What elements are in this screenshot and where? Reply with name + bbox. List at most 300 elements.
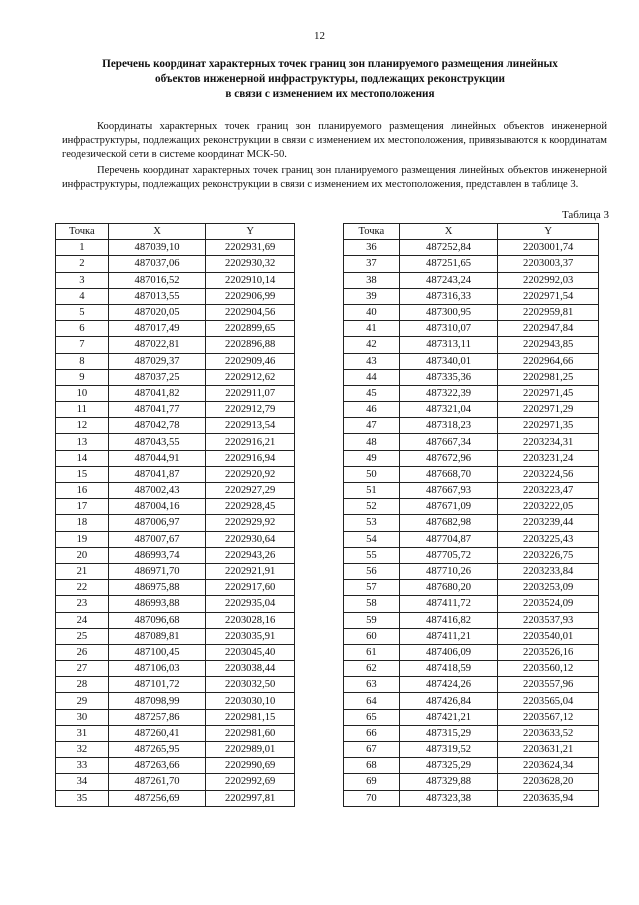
cell-x: 487002,43 (108, 483, 206, 499)
cell-y: 2202992,03 (498, 272, 599, 288)
cell-x: 487016,52 (108, 272, 206, 288)
cell-point: 57 (344, 580, 400, 596)
cell-x: 487098,99 (108, 693, 206, 709)
cell-point: 60 (344, 628, 400, 644)
cell-point: 23 (56, 596, 109, 612)
cell-y: 2202916,21 (206, 434, 295, 450)
cell-point: 64 (344, 693, 400, 709)
table-row (56, 774, 295, 790)
cell-point: 2 (56, 256, 109, 272)
cell-x: 487043,55 (108, 434, 206, 450)
cell-y: 2202935,04 (206, 596, 295, 612)
cell-y: 2203233,84 (498, 563, 599, 579)
cell-x: 487089,81 (108, 628, 206, 644)
table-row (344, 644, 599, 660)
cell-x: 487329,88 (399, 774, 498, 790)
cell-point: 9 (56, 369, 109, 385)
cell-x: 487041,87 (108, 466, 206, 482)
cell-y: 2203035,91 (206, 628, 295, 644)
cell-x: 487037,25 (108, 369, 206, 385)
table-row (56, 709, 295, 725)
cell-point: 31 (56, 725, 109, 741)
cell-y: 2202992,69 (206, 774, 295, 790)
table-row (56, 644, 295, 660)
table-row (56, 612, 295, 628)
cell-point: 70 (344, 790, 400, 806)
cell-point: 54 (344, 531, 400, 547)
table-caption: Таблица 3 (561, 209, 609, 221)
cell-x: 487321,04 (399, 402, 498, 418)
cell-x: 487705,72 (399, 547, 498, 563)
cell-point: 45 (344, 385, 400, 401)
cell-point: 46 (344, 402, 400, 418)
cell-point: 20 (56, 547, 109, 563)
table-row (344, 499, 599, 515)
cell-point: 59 (344, 612, 400, 628)
cell-point: 40 (344, 304, 400, 320)
table-row (344, 256, 599, 272)
table-row (56, 321, 295, 337)
cell-y: 2202931,69 (206, 240, 295, 256)
cell-y: 2202997,81 (206, 790, 295, 806)
cell-x: 487315,29 (399, 725, 498, 741)
cell-x: 487263,66 (108, 758, 206, 774)
table-row (56, 531, 295, 547)
cell-y: 2203635,94 (498, 790, 599, 806)
cell-y: 2202920,92 (206, 466, 295, 482)
cell-x: 487252,84 (399, 240, 498, 256)
table-row (344, 385, 599, 401)
table-row (344, 580, 599, 596)
cell-y: 2203038,44 (206, 661, 295, 677)
table-row (56, 369, 295, 385)
cell-point: 1 (56, 240, 109, 256)
header-x: X (399, 224, 498, 240)
cell-x: 487671,09 (399, 499, 498, 515)
cell-x: 487416,82 (399, 612, 498, 628)
cell-y: 2202971,35 (498, 418, 599, 434)
cell-y: 2203224,56 (498, 466, 599, 482)
table-row (344, 450, 599, 466)
cell-point: 34 (56, 774, 109, 790)
cell-x: 487682,98 (399, 515, 498, 531)
cell-x: 487041,82 (108, 385, 206, 401)
cell-y: 2202928,45 (206, 499, 295, 515)
table-row (56, 466, 295, 482)
cell-y: 2202971,54 (498, 288, 599, 304)
table-row (56, 240, 295, 256)
table-row (344, 596, 599, 612)
cell-point: 36 (344, 240, 400, 256)
table-row (56, 677, 295, 693)
cell-x: 487007,67 (108, 531, 206, 547)
cell-x: 487256,69 (108, 790, 206, 806)
cell-point: 5 (56, 304, 109, 320)
table-row (56, 337, 295, 353)
table-reference-paragraph: Перечень координат характерных точек границ зон планируемого размещения линейных объектов инженерной инфраструктуры, подлежащих реконструкции в связи с изменением их местоположения, представлен в таблице 3. (62, 165, 607, 191)
cell-y: 2203628,20 (498, 774, 599, 790)
cell-x: 487265,95 (108, 742, 206, 758)
cell-x: 487006,97 (108, 515, 206, 531)
table-row (344, 402, 599, 418)
cell-y: 2203565,04 (498, 693, 599, 709)
table-row (344, 742, 599, 758)
cell-y: 2203030,10 (206, 693, 295, 709)
table-row (56, 288, 295, 304)
cell-y: 2203537,93 (498, 612, 599, 628)
table-row (344, 288, 599, 304)
cell-x: 487316,33 (399, 288, 498, 304)
cell-x: 487013,55 (108, 288, 206, 304)
cell-x: 487039,10 (108, 240, 206, 256)
table-row (344, 531, 599, 547)
cell-point: 42 (344, 337, 400, 353)
cell-point: 68 (344, 758, 400, 774)
table-row (56, 693, 295, 709)
header-point: Точка (344, 224, 400, 240)
cell-x: 487318,23 (399, 418, 498, 434)
cell-y: 2203223,47 (498, 483, 599, 499)
cell-x: 487322,39 (399, 385, 498, 401)
cell-y: 2202912,79 (206, 402, 295, 418)
cell-x: 487044,91 (108, 450, 206, 466)
table-row (56, 450, 295, 466)
cell-x: 487325,29 (399, 758, 498, 774)
cell-point: 21 (56, 563, 109, 579)
cell-x: 487261,70 (108, 774, 206, 790)
cell-y: 2202909,46 (206, 353, 295, 369)
cell-y: 2203045,40 (206, 644, 295, 660)
cell-point: 56 (344, 563, 400, 579)
table-row (56, 402, 295, 418)
cell-point: 32 (56, 742, 109, 758)
cell-point: 48 (344, 434, 400, 450)
table-row (56, 661, 295, 677)
cell-y: 2203624,34 (498, 758, 599, 774)
cell-point: 18 (56, 515, 109, 531)
table-row (344, 790, 599, 806)
table-row (56, 596, 295, 612)
cell-x: 487310,07 (399, 321, 498, 337)
cell-x: 487106,03 (108, 661, 206, 677)
table-row (344, 612, 599, 628)
intro-paragraph: Координаты характерных точек границ зон планируемого размещения линейных объектов инженерной инфраструктуры, подлежащих реконструкции в связи с изменением их местоположения, привязываются к координатам геодезической сети в системе координат МСК-50. (62, 121, 607, 161)
table-row (344, 677, 599, 693)
table-row (56, 725, 295, 741)
cell-y: 2202911,07 (206, 385, 295, 401)
cell-y: 2203032,50 (206, 677, 295, 693)
cell-point: 22 (56, 580, 109, 596)
cell-point: 17 (56, 499, 109, 515)
cell-point: 16 (56, 483, 109, 499)
cell-y: 2202947,84 (498, 321, 599, 337)
cell-point: 58 (344, 596, 400, 612)
cell-x: 487340,01 (399, 353, 498, 369)
cell-x: 487424,26 (399, 677, 498, 693)
cell-x: 487667,93 (399, 483, 498, 499)
cell-y: 2202930,64 (206, 531, 295, 547)
cell-point: 35 (56, 790, 109, 806)
cell-point: 66 (344, 725, 400, 741)
cell-y: 2203226,75 (498, 547, 599, 563)
cell-point: 37 (344, 256, 400, 272)
cell-x: 487313,11 (399, 337, 498, 353)
cell-point: 11 (56, 402, 109, 418)
cell-y: 2203633,52 (498, 725, 599, 741)
table-row (344, 353, 599, 369)
table-row (56, 547, 295, 563)
table-row (56, 628, 295, 644)
cell-x: 487667,34 (399, 434, 498, 450)
cell-x: 487680,20 (399, 580, 498, 596)
table-row (344, 418, 599, 434)
table-row (344, 758, 599, 774)
cell-y: 2203253,09 (498, 580, 599, 596)
cell-y: 2203231,24 (498, 450, 599, 466)
cell-y: 2202943,85 (498, 337, 599, 353)
table-row (344, 434, 599, 450)
cell-point: 12 (56, 418, 109, 434)
cell-x: 487406,09 (399, 644, 498, 660)
cell-point: 24 (56, 612, 109, 628)
table-row (56, 434, 295, 450)
title-line: в связи с изменением их местоположения (225, 88, 435, 100)
cell-y: 2202910,14 (206, 272, 295, 288)
header-point: Точка (56, 224, 109, 240)
cell-x: 487260,41 (108, 725, 206, 741)
cell-point: 52 (344, 499, 400, 515)
table-row (56, 499, 295, 515)
table-body-right (344, 240, 599, 807)
cell-y: 2203567,12 (498, 709, 599, 725)
table-row (344, 337, 599, 353)
cell-y: 2203001,74 (498, 240, 599, 256)
table-row (344, 725, 599, 741)
table-row (344, 628, 599, 644)
coordinates-table-right (343, 223, 599, 807)
cell-x: 487300,95 (399, 304, 498, 320)
cell-point: 63 (344, 677, 400, 693)
cell-x: 487426,84 (399, 693, 498, 709)
cell-x: 487042,78 (108, 418, 206, 434)
cell-point: 27 (56, 661, 109, 677)
cell-x: 487037,06 (108, 256, 206, 272)
cell-point: 19 (56, 531, 109, 547)
cell-y: 2203234,31 (498, 434, 599, 450)
cell-y: 2202981,60 (206, 725, 295, 741)
cell-y: 2202971,45 (498, 385, 599, 401)
cell-y: 2202896,88 (206, 337, 295, 353)
cell-y: 2203560,12 (498, 661, 599, 677)
cell-x: 487022,81 (108, 337, 206, 353)
cell-y: 2203557,96 (498, 677, 599, 693)
table-body-left (56, 240, 295, 807)
cell-point: 41 (344, 321, 400, 337)
cell-x: 487251,65 (399, 256, 498, 272)
table-row (56, 256, 295, 272)
header-y: Y (498, 224, 599, 240)
cell-x: 487017,49 (108, 321, 206, 337)
table-row (344, 563, 599, 579)
cell-point: 6 (56, 321, 109, 337)
table-row (56, 790, 295, 806)
cell-point: 53 (344, 515, 400, 531)
cell-y: 2202964,66 (498, 353, 599, 369)
cell-y: 2202929,92 (206, 515, 295, 531)
cell-y: 2203028,16 (206, 612, 295, 628)
cell-y: 2202912,62 (206, 369, 295, 385)
cell-point: 69 (344, 774, 400, 790)
cell-y: 2202990,69 (206, 758, 295, 774)
cell-x: 487411,72 (399, 596, 498, 612)
table-row (344, 774, 599, 790)
cell-point: 3 (56, 272, 109, 288)
cell-x: 487101,72 (108, 677, 206, 693)
cell-point: 39 (344, 288, 400, 304)
table-row (56, 272, 295, 288)
cell-y: 2203225,43 (498, 531, 599, 547)
cell-x: 487710,26 (399, 563, 498, 579)
cell-y: 2202943,26 (206, 547, 295, 563)
title-line: Перечень координат характерных точек границ зон планируемого размещения линейных (102, 58, 558, 70)
cell-y: 2202981,15 (206, 709, 295, 725)
coordinates-table-left (55, 223, 295, 807)
cell-x: 487029,37 (108, 353, 206, 369)
cell-point: 25 (56, 628, 109, 644)
cell-point: 4 (56, 288, 109, 304)
table-header-row (56, 224, 295, 240)
cell-y: 2202921,91 (206, 563, 295, 579)
cell-y: 2202989,01 (206, 742, 295, 758)
table-row (344, 547, 599, 563)
table-row (56, 483, 295, 499)
cell-point: 47 (344, 418, 400, 434)
cell-point: 33 (56, 758, 109, 774)
table-row (344, 515, 599, 531)
cell-y: 2202906,99 (206, 288, 295, 304)
cell-point: 14 (56, 450, 109, 466)
table-row (56, 563, 295, 579)
table-header-row (344, 224, 599, 240)
table-row (344, 304, 599, 320)
cell-point: 61 (344, 644, 400, 660)
cell-x: 486993,88 (108, 596, 206, 612)
cell-x: 487004,16 (108, 499, 206, 515)
table-row (56, 742, 295, 758)
table-row (344, 693, 599, 709)
cell-point: 50 (344, 466, 400, 482)
table-row (344, 272, 599, 288)
title-line: объектов инженерной инфраструктуры, подлежащих реконструкции (155, 73, 505, 85)
table-row (56, 758, 295, 774)
cell-point: 44 (344, 369, 400, 385)
table-row (56, 353, 295, 369)
cell-y: 2203631,21 (498, 742, 599, 758)
cell-point: 28 (56, 677, 109, 693)
cell-x: 487243,24 (399, 272, 498, 288)
cell-point: 8 (56, 353, 109, 369)
header-x: X (108, 224, 206, 240)
table-row (344, 709, 599, 725)
cell-x: 487418,59 (399, 661, 498, 677)
cell-y: 2202917,60 (206, 580, 295, 596)
cell-y: 2203526,16 (498, 644, 599, 660)
cell-x: 487323,38 (399, 790, 498, 806)
cell-x: 486971,70 (108, 563, 206, 579)
page-number: 12 (314, 30, 325, 42)
cell-y: 2202916,94 (206, 450, 295, 466)
cell-point: 55 (344, 547, 400, 563)
cell-x: 487257,86 (108, 709, 206, 725)
cell-point: 51 (344, 483, 400, 499)
cell-y: 2202904,56 (206, 304, 295, 320)
cell-y: 2202927,29 (206, 483, 295, 499)
table-row (56, 418, 295, 434)
cell-y: 2202899,65 (206, 321, 295, 337)
cell-y: 2203524,09 (498, 596, 599, 612)
cell-x: 487020,05 (108, 304, 206, 320)
table-row (344, 483, 599, 499)
cell-point: 49 (344, 450, 400, 466)
cell-y: 2203003,37 (498, 256, 599, 272)
cell-x: 487096,68 (108, 612, 206, 628)
cell-point: 26 (56, 644, 109, 660)
cell-x: 487335,36 (399, 369, 498, 385)
header-y: Y (206, 224, 295, 240)
cell-point: 7 (56, 337, 109, 353)
cell-point: 10 (56, 385, 109, 401)
document-title (60, 57, 600, 102)
table-row (344, 369, 599, 385)
cell-point: 29 (56, 693, 109, 709)
cell-x: 487411,21 (399, 628, 498, 644)
cell-point: 62 (344, 661, 400, 677)
table-row (344, 661, 599, 677)
table-row (344, 466, 599, 482)
cell-y: 2203540,01 (498, 628, 599, 644)
cell-x: 487672,96 (399, 450, 498, 466)
cell-y: 2203222,05 (498, 499, 599, 515)
table-row (344, 321, 599, 337)
cell-point: 13 (56, 434, 109, 450)
cell-x: 486975,88 (108, 580, 206, 596)
cell-x: 487704,87 (399, 531, 498, 547)
cell-y: 2202930,32 (206, 256, 295, 272)
table-row (56, 515, 295, 531)
cell-point: 15 (56, 466, 109, 482)
cell-x: 487319,52 (399, 742, 498, 758)
cell-x: 487041,77 (108, 402, 206, 418)
cell-x: 487100,45 (108, 644, 206, 660)
cell-x: 486993,74 (108, 547, 206, 563)
cell-y: 2203239,44 (498, 515, 599, 531)
cell-x: 487668,70 (399, 466, 498, 482)
table-row (56, 385, 295, 401)
cell-point: 38 (344, 272, 400, 288)
cell-y: 2202959,81 (498, 304, 599, 320)
table-row (56, 580, 295, 596)
cell-y: 2202971,29 (498, 402, 599, 418)
cell-y: 2202981,25 (498, 369, 599, 385)
table-row (56, 304, 295, 320)
table-row (344, 240, 599, 256)
cell-x: 487421,21 (399, 709, 498, 725)
cell-point: 67 (344, 742, 400, 758)
cell-point: 30 (56, 709, 109, 725)
cell-point: 65 (344, 709, 400, 725)
cell-y: 2202913,54 (206, 418, 295, 434)
cell-point: 43 (344, 353, 400, 369)
